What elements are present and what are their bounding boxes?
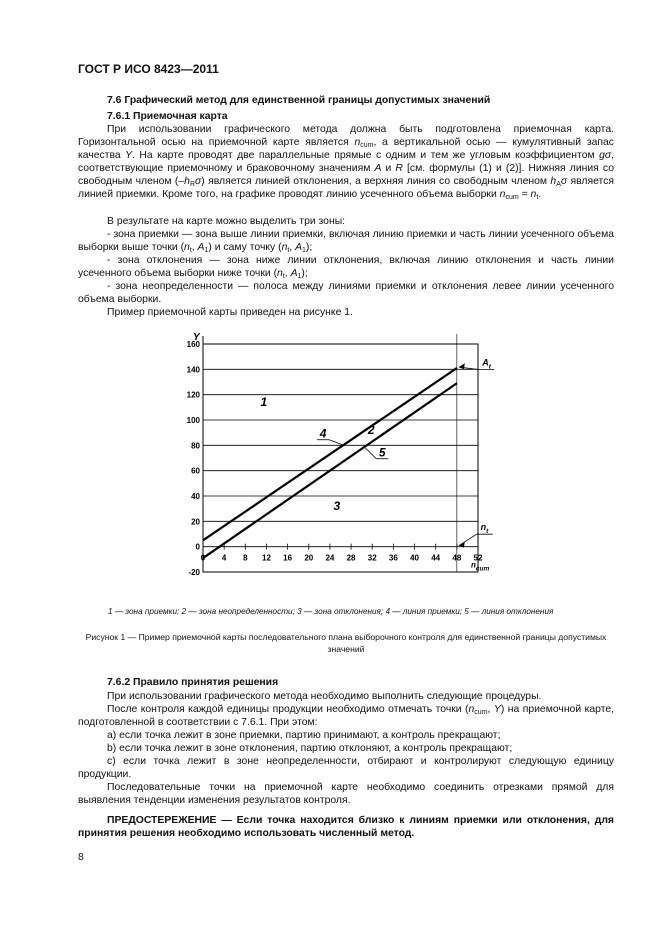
x-tick-label: 16 [283,553,293,563]
x-tick-label: 36 [388,553,398,563]
warning-note: ПРЕДОСТЕРЕЖЕНИЕ — Если точка находится близко к линиям приемки или отклонения, для принятия решения необходимо использовать численный метод. [78,815,614,840]
list-item-c: с) если точка лежит в зоне неопределенности, отбирают и контролируют следующую единицу продукции. [78,756,614,781]
x-tick-label: 40 [410,553,419,563]
x-tick-label: 12 [262,553,271,563]
y-tick-label: 100 [186,416,200,425]
x-tick-label: 4 [221,553,227,563]
figure-caption: Рисунок 1 — Пример приемочной карты последовательного плана выборочного контроля для единственной границы допустимых значений [85,632,607,654]
x-tick-label: 8 [243,553,248,563]
line-label: 4 [319,426,327,441]
subsection-761-title: 7.6.1 Приемочная карта [107,111,228,122]
y-tick-label: 0 [195,542,200,552]
x-tick-label: 52 [473,553,483,563]
x-tick-label: 0 [200,553,206,563]
page-number: 8 [78,851,84,863]
zone-acceptance-item: - зона приемки — зона выше линии приемки, включая линию приемки и часть линии усеченного объема выборки выше точки ($n_t$, $A_1$) и саму точку ($n_t$, $A_1$); [78,229,614,255]
line-label: 5 [378,445,386,460]
paragraph-connect-points: Последовательные точки на приемочной карте необходимо соединить отрезками прямой для выявления тенденции изменения результатов контроля. [78,782,614,807]
annotation-label: $A_t$ [482,357,491,371]
paragraph-figure-reference: Пример приемочной карты приведен на рисунке 1. [107,307,353,318]
annotation-arrowhead [459,363,465,369]
paragraph-procedures: При использовании графического метода необходимо выполнить следующие процедуры. [107,691,542,702]
x-axis-label: $n_{cum}$ [471,560,490,573]
y-tick-label: 140 [186,365,200,375]
y-tick-label: 60 [191,466,200,476]
x-tick-label: 48 [452,553,462,563]
y-tick-label: 160 [186,340,200,349]
line-label-leader [365,448,376,459]
zone-label: 1 [260,395,268,410]
list-item-a: а) если точка лежит в зоне приемки, партию принимают, а контроль прекращают; [107,730,501,741]
paragraph-acceptance-chart: При использовании графического метода должна быть подготовлена приемочная карта. Горизонтальной осью на приемочной карте является $n_{cum}$, а вертикальной осью — кумулятивный запас качества Y. На карте проводят две параллельные прямые с одним и тем же угловым коэффициентом gσ, соответствующие приемочному и браковочному значениям A и R [см. формулы (1) и (2)]. Нижняя линия со свободным членом $(-h_R\sigma)$ является линией отклонения, а верхняя линия со свободным членом $h_A\sigma$ является линией приемки. Кроме того, на графике проводят линию усеченного объема выборки $n_{cum} = n_t$. [78,124,614,202]
section-title: 7.6 Графический метод для единственной границы допустимых значений [107,95,491,106]
y-tick-label: 80 [191,441,200,451]
zone-label: 2 [367,422,375,437]
acceptance-chart [150,322,530,584]
x-tick-label: 24 [325,553,335,563]
subsection-762-title: 7.6.2 Правило принятия решения [107,677,279,688]
plot-frame [200,344,478,572]
annotation-label: $n_t$ [480,522,489,536]
y-tick-label: -20 [188,568,200,577]
x-tick-label: 44 [431,553,441,563]
line-label-leader [329,440,344,446]
x-tick-label: 20 [304,553,314,563]
y-tick-label: 40 [191,492,200,501]
paragraph-marking-points: После контроля каждой единицы продукции необходимо отмечать точки ($n_{cum}$, Y) на приемочной карте, подготовленной в соответствии с 7.6.1. При этом: [78,704,615,729]
acceptance-line [203,368,457,540]
document-header: ГОСТ Р ИСО 8423—2011 [78,62,219,76]
zone-rejection-item: - зона отклонения — зона ниже линии отклонения, включая линию отклонения и часть линии усеченного объема выборки ниже точки ($n_t$, $A_1$); [78,255,614,281]
figure-legend: 1 — зона приемки; 2 — зона неопределенности; 3 — зона отклонения; 4 — линия приемки; 5 — линия отклонения [108,607,554,616]
list-item-b: b) если точка лежит в зоне отклонения, партию отклоняют, а контроль прекращают; [107,743,513,754]
x-tick-label: 32 [367,553,377,563]
zone-label: 3 [333,498,341,513]
y-tick-label: 20 [191,517,200,527]
zone-indeterminate-item: - зона неопределенности — полоса между линиями приемки и отклонения левее линии усеченного объема выборки. [78,281,614,306]
paragraph-three-zones: В результате на карте можно выделить три зоны: [107,216,346,227]
x-tick-label: 28 [346,553,356,563]
y-tick-label: 120 [186,390,200,400]
y-axis-label: Y [193,332,200,343]
